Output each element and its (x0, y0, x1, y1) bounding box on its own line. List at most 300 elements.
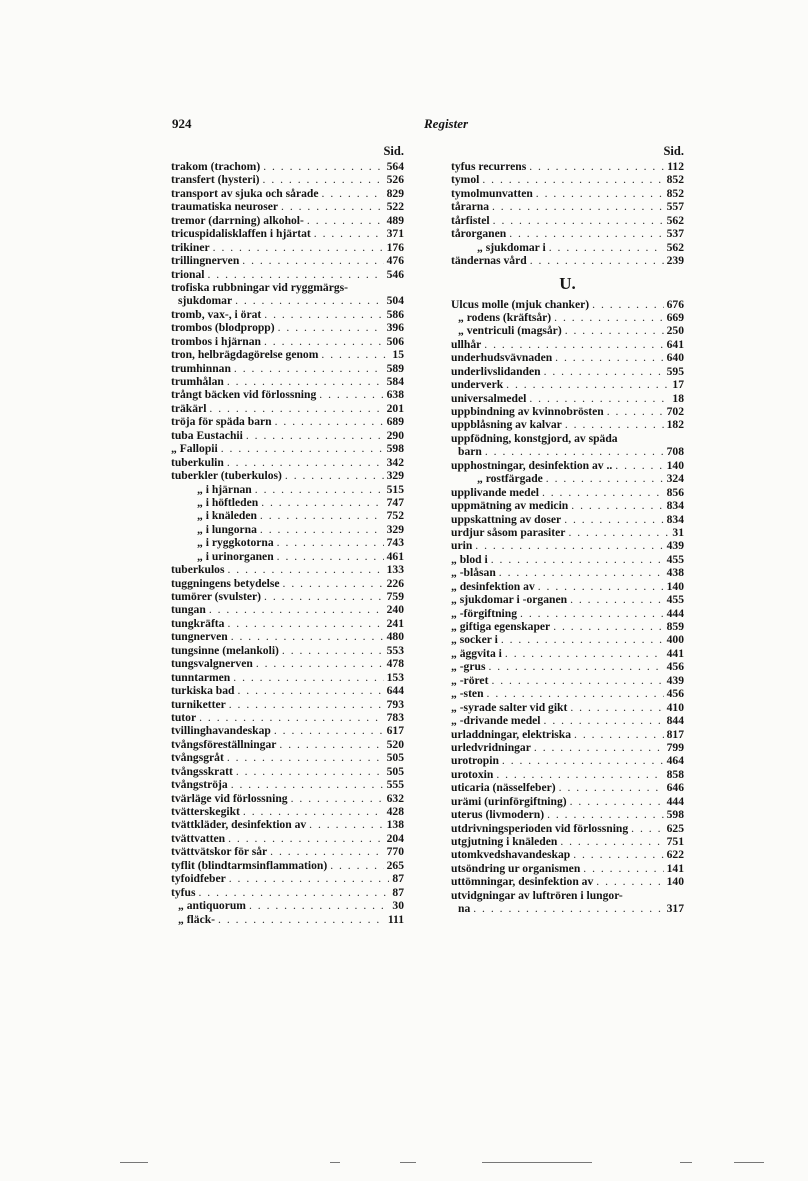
index-entry (451, 418, 684, 431)
entry-page: 241 (386, 616, 404, 630)
index-entry (451, 254, 684, 267)
entry-page: 439 (666, 539, 684, 553)
entry-term: uterus (livmodern) (451, 808, 545, 822)
index-entry (171, 227, 404, 240)
entry-term: „ -grus (451, 660, 486, 674)
entry-page: 182 (666, 418, 684, 432)
entry-term: tunntarmen (171, 670, 231, 684)
entry-term: utdrivningsperioden vid förlossning (451, 821, 629, 835)
entry-page: 834 (666, 512, 684, 526)
entry-page: 15 (392, 348, 404, 362)
entry-page: 625 (666, 821, 684, 835)
leader-dots (277, 536, 384, 549)
entry-term: tricuspidalisklaffen i hjärtat (171, 227, 311, 241)
index-entry (451, 714, 684, 727)
entry-term: underverk (451, 378, 504, 392)
leader-dots (309, 818, 383, 831)
index-entry (451, 580, 684, 593)
entry-page: 747 (386, 495, 404, 509)
entry-page: 751 (666, 835, 684, 848)
entry-term: tvätterskegikt (171, 805, 240, 818)
entry-page: 557 (666, 200, 684, 214)
entry-term: urin (451, 539, 473, 553)
leader-dots (242, 254, 383, 267)
leader-dots (547, 808, 664, 821)
entry-term: trumhinnan (171, 361, 231, 375)
index-entry (171, 805, 404, 818)
index-entry (171, 469, 404, 482)
leader-dots (571, 499, 663, 512)
entry-term: tyfus (171, 885, 196, 899)
entry-term: tremor (darrning) alkohol- (171, 213, 304, 227)
index-entry (451, 241, 684, 254)
entry-page: 644 (386, 684, 404, 698)
leader-dots (491, 674, 663, 687)
entry-term: sjukdomar (178, 294, 233, 308)
entry-page: 522 (386, 200, 404, 214)
entry-term: tvättkläder, desinfektion av (171, 818, 307, 832)
leader-dots (227, 563, 383, 576)
entry-term: „ desinfektion av (451, 579, 535, 593)
leader-dots (264, 308, 383, 321)
leader-dots (530, 254, 664, 267)
entry-page: 456 (666, 687, 684, 701)
leader-dots (260, 509, 384, 522)
entry-page: 555 (386, 778, 404, 792)
entry-term: uppfödning, konstgjord, av späda (451, 431, 618, 445)
entry-term: tvångsskratt (171, 764, 233, 778)
entry-page: 504 (386, 294, 404, 308)
entry-term: trional (171, 267, 205, 281)
leader-dots (501, 633, 664, 646)
leader-dots (505, 647, 664, 660)
entry-term: trofiska rubbningar vid ryggmärgs- (171, 280, 349, 294)
index-entry (171, 536, 404, 549)
entry-page: 598 (386, 442, 404, 456)
leader-dots (493, 214, 664, 227)
leader-dots (291, 792, 384, 805)
leader-dots (227, 617, 383, 630)
entry-page: 140 (666, 579, 684, 593)
index-entry (451, 338, 684, 351)
index-entry (171, 778, 404, 791)
entry-page: 852 (666, 173, 684, 187)
entry-page: 18 (672, 391, 684, 405)
leader-dots (529, 392, 669, 405)
entry-term: urämi (urinförgiftning) (451, 794, 567, 808)
leader-dots (249, 899, 389, 912)
entry-term: „ äggvita i (451, 646, 502, 660)
leader-dots (592, 298, 663, 311)
entry-page: 584 (386, 375, 404, 388)
entry-page: 329 (386, 522, 404, 536)
entry-page: 30 (392, 899, 404, 913)
entry-term: tröja för späda barn (171, 415, 272, 429)
leader-dots (568, 526, 669, 539)
index-entry (171, 899, 404, 912)
index-entry (451, 687, 684, 700)
entry-page: 783 (386, 710, 404, 724)
entry-page: 290 (386, 428, 404, 442)
entry-term: trillingnerven (171, 254, 240, 268)
entry-term: tuberkulos (171, 563, 225, 577)
left-column (171, 143, 404, 926)
entry-term: „ i ryggkotorna (197, 536, 274, 550)
leader-dots (554, 311, 663, 324)
entry-term: tungnerven (171, 630, 228, 644)
leader-dots (307, 214, 384, 227)
index-entry (451, 808, 684, 821)
entry-page: 829 (386, 186, 404, 200)
entry-page: 708 (666, 445, 684, 459)
index-entry (171, 886, 404, 899)
index-entry (451, 200, 684, 213)
leader-dots (199, 711, 383, 724)
sid-label: Sid. (383, 144, 404, 158)
entry-term: urotoxin (451, 767, 494, 781)
leader-dots (246, 429, 384, 442)
leader-dots (209, 402, 383, 415)
leader-dots (564, 513, 663, 526)
entry-page: 439 (666, 673, 684, 687)
leader-dots (208, 268, 384, 281)
entry-page: 858 (666, 767, 684, 781)
entry-term: „ sjukdomar i (477, 240, 546, 254)
leader-dots (209, 603, 384, 616)
entry-page: 632 (386, 791, 404, 805)
index-entry (171, 738, 404, 751)
index-entry (171, 630, 404, 643)
leader-dots (529, 160, 664, 173)
entry-term: „ i lungorna (197, 522, 257, 536)
index-entry (451, 298, 684, 311)
entry-page: 239 (666, 254, 684, 268)
entry-term: tändernas vård (451, 254, 527, 268)
entry-term: tvångströja (171, 778, 228, 792)
entry-term: „ antiquorum (178, 899, 246, 913)
entry-term: transport av sjuka och sårade (171, 186, 319, 200)
leader-dots (488, 660, 663, 673)
entry-page: 589 (386, 361, 404, 375)
index-entry (171, 523, 404, 536)
entry-page: 638 (386, 388, 404, 402)
entry-term: tyflit (blindtarmsinflammation) (171, 858, 328, 872)
index-entry (171, 872, 404, 885)
leader-dots (260, 523, 384, 536)
leader-dots (227, 751, 384, 764)
leader-dots (233, 671, 383, 684)
index-entry (451, 365, 684, 378)
index-entry (451, 227, 684, 240)
entry-term: „ giftiga egenskaper (451, 620, 551, 633)
index-entry (451, 902, 684, 915)
index-entry (171, 496, 404, 509)
entry-page: 153 (386, 670, 404, 684)
entry-page: 743 (386, 536, 404, 550)
entry-term: transfert (hysteri) (171, 173, 260, 187)
entry-term: „ i knäleden (197, 509, 257, 523)
entry-page: 396 (386, 321, 404, 335)
entry-term: „ socker i (451, 633, 498, 647)
leader-dots (549, 241, 664, 254)
entry-page: 478 (386, 657, 404, 671)
index-entry (451, 875, 684, 888)
index-entry (451, 728, 684, 741)
index-entry (171, 657, 404, 670)
index-entry (171, 294, 404, 307)
leader-dots (261, 496, 383, 509)
index-entry (451, 539, 684, 552)
entry-term: tvättvatten (171, 831, 226, 845)
entry-term: tvärläge vid förlossning (171, 791, 288, 805)
leader-dots (565, 324, 664, 337)
index-entry (451, 822, 684, 835)
entry-page: 641 (666, 337, 684, 351)
entry-page: 506 (386, 334, 404, 348)
entry-page: 240 (386, 603, 404, 617)
index-entry (171, 200, 404, 213)
index-entry (451, 324, 684, 337)
entry-page: 441 (666, 646, 684, 660)
index-entry (171, 617, 404, 630)
entry-page: 520 (386, 737, 404, 751)
leader-dots (542, 486, 664, 499)
entry-term: „ sjukdomar i -organen (451, 593, 568, 607)
leader-dots (321, 348, 389, 361)
index-entry (171, 375, 404, 388)
index-entry (451, 526, 684, 539)
index-entry (451, 593, 684, 606)
entry-page: 562 (666, 240, 684, 254)
entry-page: 689 (386, 415, 404, 429)
index-entry (451, 378, 684, 391)
index-entry (451, 741, 684, 754)
leader-dots (583, 862, 663, 875)
entry-page: 133 (386, 563, 404, 577)
entry-term: tungan (171, 603, 206, 617)
entry-page: 595 (666, 364, 684, 378)
leader-dots (544, 714, 664, 727)
entry-page: 428 (386, 805, 404, 818)
entry-term: tymol (451, 173, 480, 187)
index-entry (171, 698, 404, 711)
index-entry (451, 392, 684, 405)
leader-dots (570, 701, 663, 714)
leader-dots (475, 539, 663, 552)
leader-dots (538, 580, 664, 593)
page-number: 924 (172, 116, 192, 131)
entry-page: 799 (666, 740, 684, 754)
leader-dots (555, 351, 663, 364)
entry-term: „ -drivande medel (451, 714, 541, 728)
leader-dots (496, 768, 663, 781)
entry-term: „ i hjärnan (197, 482, 252, 496)
index-entry (171, 442, 404, 455)
entry-term: tumörer (svulster) (171, 590, 262, 603)
entry-page: 526 (386, 173, 404, 187)
entry-term: tuba Eustachii (171, 428, 243, 442)
leader-dots (264, 335, 384, 348)
index-entry (451, 499, 684, 512)
index-entry (451, 351, 684, 364)
entry-page: 371 (386, 227, 404, 241)
entry-page: 226 (386, 576, 404, 590)
entry-term: tutor (171, 710, 197, 724)
index-entry (171, 335, 404, 348)
entry-term: tårfistel (451, 213, 490, 227)
entry-term: urledvridningar (451, 740, 531, 754)
index-entry (171, 160, 404, 173)
index-entry (451, 445, 684, 458)
index-entry (451, 187, 684, 200)
leader-dots (573, 848, 663, 861)
entry-page: 480 (386, 630, 404, 644)
index-entry (451, 311, 684, 324)
entry-term: „ rodens (kräftsår) (458, 310, 552, 324)
entry-page: 834 (666, 499, 684, 513)
entry-term: tårarna (451, 200, 489, 214)
leader-dots (229, 872, 390, 885)
leader-dots (227, 456, 384, 469)
leader-dots (229, 698, 384, 711)
entry-term: tyfus recurrens (451, 160, 527, 173)
entry-term: turkiska bad (171, 684, 235, 698)
entry-term: Ulcus molle (mjuk chanker) (451, 297, 590, 311)
entry-page: 87 (392, 872, 404, 886)
entry-page: 329 (386, 469, 404, 483)
sid-label: Sid. (663, 144, 684, 158)
entry-page: 87 (392, 885, 404, 899)
entry-page: 476 (386, 254, 404, 268)
entry-term: trumhålan (171, 375, 224, 388)
entry-term: „ -blåsan (451, 566, 496, 580)
index-entry (171, 832, 404, 845)
entry-page: 141 (666, 861, 684, 875)
leader-dots (570, 795, 664, 808)
entry-term: „ fläck- (178, 912, 216, 926)
entry-page: 444 (666, 794, 684, 808)
leader-dots (574, 728, 664, 741)
entry-term: tuggningens betydelse (171, 576, 280, 590)
entry-page: 464 (666, 754, 684, 768)
leader-dots (278, 321, 384, 334)
entry-page: 489 (386, 213, 404, 227)
leader-dots (279, 738, 383, 751)
leader-dots (570, 593, 664, 606)
index-entry (451, 647, 684, 660)
entry-term: na (458, 902, 471, 916)
index-entry (451, 633, 684, 646)
scan-mark (680, 1162, 692, 1163)
entry-term: utsöndring ur organismen (451, 861, 581, 875)
index-entry (171, 603, 404, 616)
entry-page: 455 (666, 552, 684, 566)
entry-page: 852 (666, 186, 684, 200)
index-entry (451, 472, 684, 485)
index-entry (171, 792, 404, 805)
index-entry (451, 405, 684, 418)
entry-page: 176 (386, 240, 404, 254)
leader-dots (492, 200, 664, 213)
index-entry (171, 550, 404, 563)
index-entry (171, 415, 404, 428)
leader-dots (221, 442, 384, 455)
entry-page: 112 (667, 160, 684, 173)
entry-term: „ blod i (451, 552, 488, 566)
leader-dots (283, 577, 384, 590)
leader-dots (330, 859, 383, 872)
index-entry (171, 724, 404, 737)
leader-dots (270, 845, 383, 858)
leader-dots (264, 590, 384, 603)
leader-dots (322, 187, 384, 200)
entry-page: 111 (387, 912, 404, 926)
index-entry (171, 456, 404, 469)
leader-dots (536, 187, 664, 200)
left-entries (171, 160, 404, 926)
entry-term: „ i urinorganen (197, 549, 274, 563)
leader-dots (282, 644, 384, 657)
entry-page: 410 (666, 700, 684, 714)
entry-term: uppblåsning av kalvar (451, 418, 562, 432)
leader-dots (520, 607, 664, 620)
entry-page: 438 (666, 566, 684, 580)
entry-page: 505 (386, 764, 404, 778)
entry-page: 646 (666, 781, 684, 795)
index-entry (171, 281, 404, 294)
entry-page: 598 (666, 808, 684, 822)
index-entry (171, 268, 404, 281)
entry-page: 759 (386, 590, 404, 603)
entry-term: tuberkulin (171, 455, 224, 469)
leader-dots (546, 472, 664, 485)
index-entry (451, 432, 684, 445)
leader-dots (285, 469, 384, 482)
entry-term: tvillinghavandeskap (171, 724, 271, 738)
leader-dots (234, 362, 384, 375)
entry-page: 640 (666, 351, 684, 365)
entry-page: 140 (666, 458, 684, 472)
leader-dots (228, 832, 384, 845)
entry-term: urdjur såsom parasiter (451, 525, 566, 539)
leader-dots (560, 835, 663, 848)
entry-page: 17 (672, 378, 684, 392)
entry-page: 505 (386, 751, 404, 765)
entry-term: „ -förgiftning (451, 606, 518, 620)
entry-term: träkärl (171, 401, 207, 415)
entry-page: 586 (386, 307, 404, 321)
leader-dots (491, 553, 664, 566)
entry-term: tårorganen (451, 227, 507, 241)
leader-dots (487, 687, 664, 700)
leader-dots (607, 405, 664, 418)
index-entry (171, 173, 404, 186)
entry-page: 676 (666, 297, 684, 311)
index-entry (171, 348, 404, 361)
entry-term: utgjutning i knäleden (451, 835, 558, 848)
index-entry (451, 160, 684, 173)
right-column (451, 143, 684, 916)
index-entry (451, 620, 684, 633)
entry-page: 342 (386, 455, 404, 469)
entry-term: upplivande medel (451, 485, 539, 499)
entry-term: traumatiska neuroser (171, 200, 279, 214)
index-entry (451, 486, 684, 499)
index-entry (451, 701, 684, 714)
index-entry (451, 862, 684, 875)
index-entry (451, 607, 684, 620)
index-entry (451, 553, 684, 566)
